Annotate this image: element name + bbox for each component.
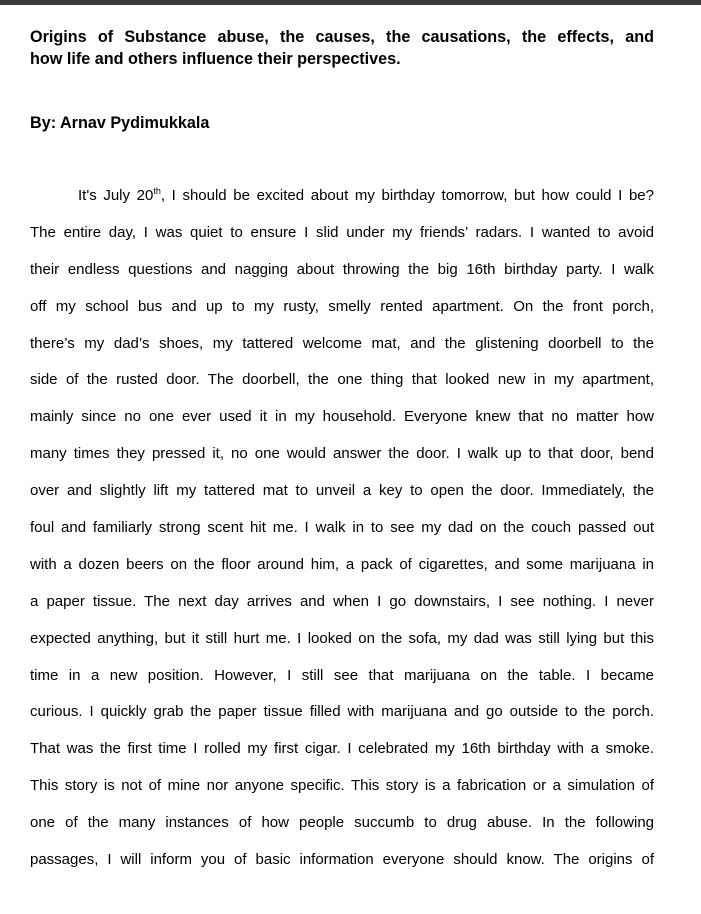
document-title (30, 26, 654, 70)
body-line: The entire day, I was quiet to ensure I slid under my friends’ radars. I wanted to avoid (30, 223, 654, 241)
body-line: side of the rusted door. The doorbell, the one thing that looked new in my apartment, (30, 371, 654, 389)
body-line: This story is not of mine nor anyone specific. This story is a fabrication or a simulation of (30, 777, 654, 795)
title-line: Origins of Substance abuse, the causes, the causations, the effects, and (30, 28, 654, 46)
body-line: one of the many instances of how people succumb to drug abuse. In the following (30, 814, 654, 832)
body-line: off my school bus and up to my rusty, smelly rented apartment. On the front porch, (30, 297, 654, 315)
body-paragraph (30, 186, 654, 887)
body-line: a paper tissue. The next day arrives and when I go downstairs, I see nothing. I never (30, 592, 654, 610)
body-line-first (30, 186, 654, 223)
body-line: passages, I will inform you of basic information everyone should know. The origins of (30, 851, 654, 869)
author-byline: By: Arnav Pydimukkala (30, 114, 210, 132)
body-line: there’s my dad’s shoes, my tattered welcome mat, and the glistening doorbell to the (30, 334, 654, 352)
title-line: how life and others influence their perspectives. (30, 50, 401, 68)
body-line: with a dozen beers on the floor around him, a pack of cigarettes, and some marijuana in (30, 555, 654, 573)
document-page (30, 26, 654, 887)
body-line: over and slightly lift my tattered mat to unveil a key to open the door. Immediately, the (30, 482, 654, 500)
body-line: many times they pressed it, no one would answer the door. I walk up to that door, bend (30, 445, 654, 463)
body-line: foul and familiarly strong scent hit me. I walk in to see my dad on the couch passed out (30, 519, 654, 537)
text-run: It's July 20 (78, 187, 154, 204)
window-top-border (0, 0, 701, 5)
text-run: , I should be excited about my birthday tomorrow, but how could I be? (160, 187, 654, 204)
body-line: mainly since no one ever used it in my household. Everyone knew that no matter how (30, 408, 654, 426)
body-line: expected anything, but it still hurt me. I looked on the sofa, my dad was still lying but this (30, 629, 654, 647)
body-line: curious. I quickly grab the paper tissue filled with marijuana and go outside to the porch. (30, 703, 654, 721)
body-line: time in a new position. However, I still see that marijuana on the table. I became (30, 666, 654, 684)
body-line: their endless questions and nagging about throwing the big 16th birthday party. I walk (30, 260, 654, 278)
body-line: That was the first time I rolled my first cigar. I celebrated my 16th birthday with a smoke. (30, 740, 654, 758)
superscript-ordinal: th (153, 186, 161, 196)
